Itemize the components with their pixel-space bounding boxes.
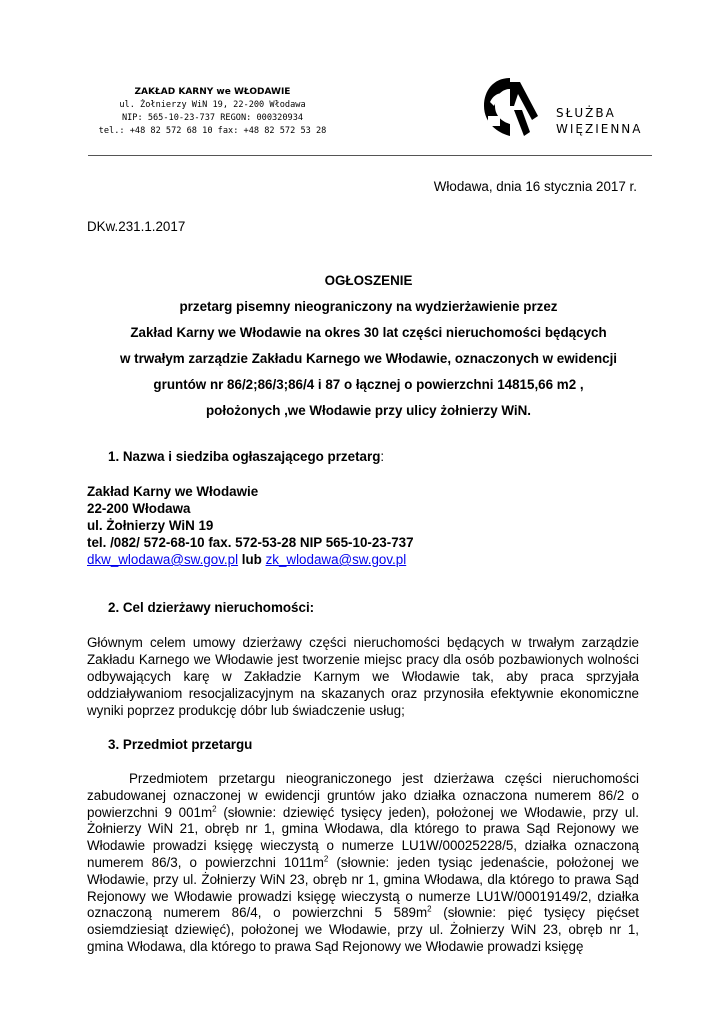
superscript-2: 2 [323,854,329,864]
reference-number: DKw.231.1.2017 [87,219,186,234]
superscript-1: 2 [212,804,217,814]
organizer-postal: 22-200 Włodawa [87,501,191,516]
section-3-body [87,771,639,956]
title-line-3: w trwałym zarządzie Zakładu Karnego we Włodawie, oznaczonych w ewidencji [119,351,618,366]
section-3-body-d: (słownie: pięć tysięcy pięćset osiemdziesiąt dziewięć), położonej we Włodawie, przy ul. Żołnierzy WiN 23, obręb nr 1, gmina Włodawa, dla którego to prawa Sąd Rejonowy we Włodawie prowadzi księgę [87,905,639,954]
organizer-contact: tel. /082/ 572-68-10 fax. 572-53-28 NIP 565-10-23-737 [87,535,414,550]
section-1-colon: : [380,449,385,464]
title-line-2: Zakład Karny we Włodawie na okres 30 lat części nieruchomości będących [130,325,607,340]
title-line-1: przetarg pisemny nieograniczony na wydzierżawienie przez [179,299,558,314]
section-3-heading: 3. Przedmiot przetargu [108,737,253,752]
announcement-title [87,268,650,424]
header-divider [88,155,652,156]
organizer-address [87,483,639,568]
organizer-street: ul. Żołnierzy WiN 19 [87,518,214,533]
section-3-body-a: Przedmiotem przetargu nieograniczonego jest dzierżawa części nieruchomości zabudowanej oznaczonej w ewidencji gruntów jako działka oznaczona numerem 86/2 o powierzchni 9 001m [87,771,639,820]
org-phone-fax: tel.: +48 82 572 68 10 fax: +48 82 572 53 28 [98,126,327,136]
logo-wordmark [556,105,643,137]
org-address: ul. Żołnierzy WiN 19, 22-200 Włodawa [119,100,306,110]
organizer-name: Zakład Karny we Włodawie [87,484,259,499]
email-link-1[interactable]: dkw_wlodawa@sw.gov.pl [87,552,239,567]
letterhead-address [90,86,335,138]
superscript-3: 2 [427,904,432,914]
title-line-4: gruntów nr 86/2;86/3;86/4 i 87 o łącznej o powierzchni 14815,66 m2 , [153,377,584,392]
logo-line-2: WIĘZIENNA [556,122,643,136]
document-date: Włodawa, dnia 16 stycznia 2017 r. [433,179,637,194]
sluzba-wiezienna-logo-icon [480,76,540,140]
section-3-body-b: (słownie: dziewięć tysięcy jeden), położonej we Włodawie, przy ul. Żołnierzy WiN 21, obręb nr 1, gmina Włodawa, dla którego to prawa Sąd Rejonowy we Włodawie prowadzi księgę wieczystą o numerze LU1W/00025228/5, działka oznaczoną numerem 86/3, o powierzchni 1011m [87,804,639,870]
section-2-heading: 2. Cel dzierżawy nieruchomości: [108,600,315,615]
org-name: ZAKŁAD KARNY we WŁODAWIE [134,87,291,97]
section-3-body-c: (słownie: jeden tysiąc jedenaście, położonej we Włodawie, przy ul. Żołnierzy WiN 23, obręb nr 1, gmina Włodawa, dla którego to prawa Sąd Rejonowy we Włodawie prowadzi księgę wieczystą o numerze LU1W/00019149/2, działka oznaczoną numerem 86/4, o powierzchni 5 589m [87,854,639,921]
email-or: lub [238,552,266,567]
org-nip-regon: NIP: 565-10-23-737 REGON: 000320934 [121,113,304,123]
section-2-body: Głównym celem umowy dzierżawy części nieruchomości będących w trwałym zarządzie Zakładu Karnego we Włodawie jest tworzenie miejsc pracy dla osób pozbawionych wolności odbywających karę w Zakładzie Karnym we Włodawie tak, aby praca sprzyjała oddziaływaniom resocjalizacyjnym na skazanych oraz przynosiła efektywnie ekonomiczne wyniki poprzez produkcję dóbr lub świadczenie usług; [87,635,639,718]
organizer-emails [87,551,639,568]
section-1-heading-text: 1. Nazwa i siedziba ogłaszającego przetarg [108,449,381,464]
logo-line-1: SŁUŻBA [556,106,616,120]
section-1-heading [108,449,660,464]
email-link-2[interactable]: zk_wlodawa@sw.gov.pl [265,552,407,567]
title-line-5: położonych ,we Włodawie przy ulicy żołnierzy WiN. [205,403,532,418]
title-heading: OGŁOSZENIE [324,273,413,288]
